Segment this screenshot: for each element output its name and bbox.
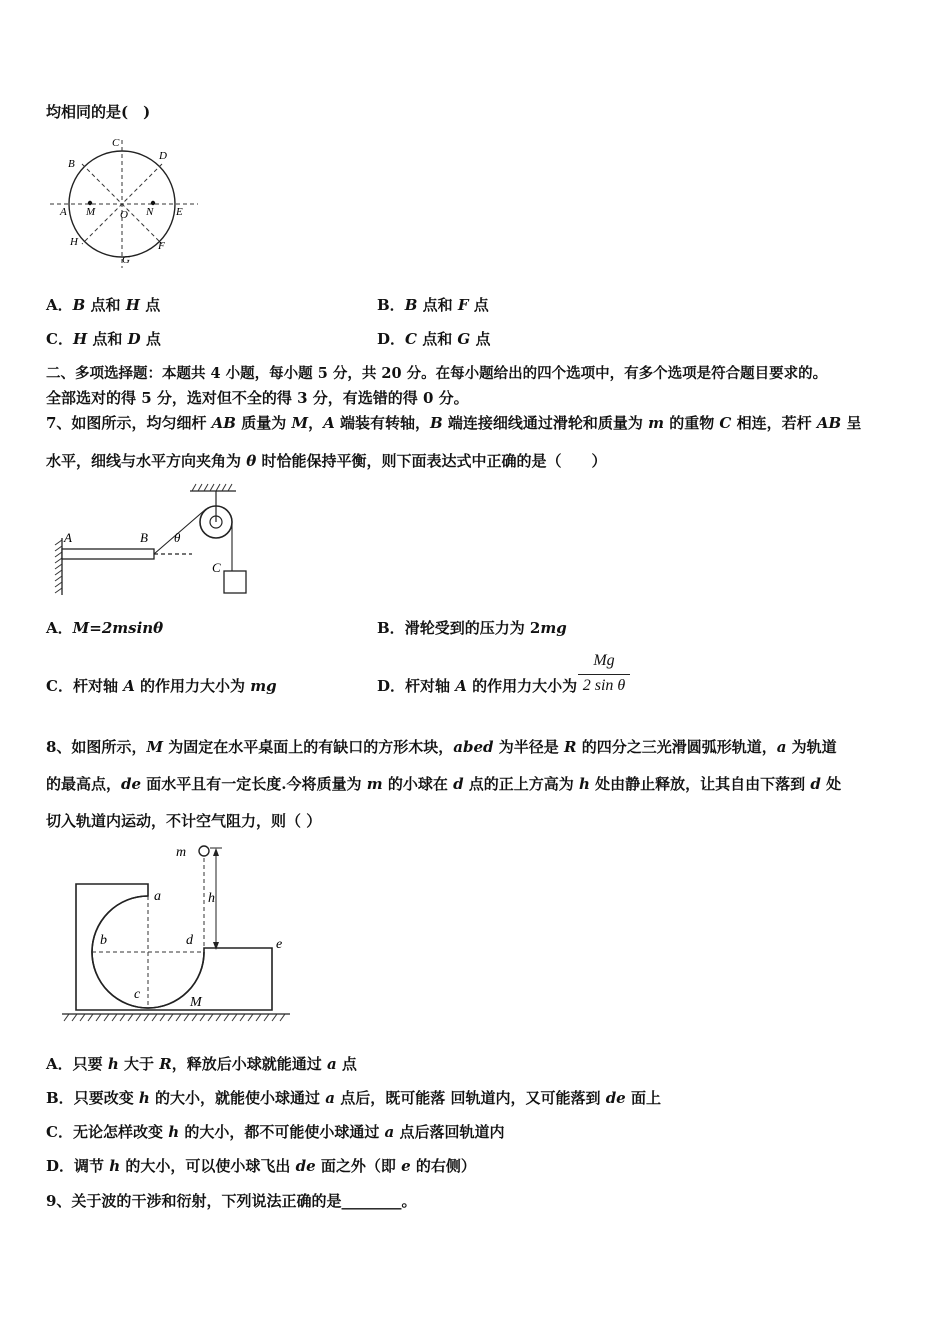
label-B: B bbox=[68, 158, 75, 170]
math-variable: M bbox=[291, 414, 309, 432]
q8-option-a[interactable] bbox=[46, 1054, 357, 1074]
section2-heading-line1: 二、多项选择题：本题共 4 小题，每小题 5 分，共 20 分。在每小题给出的四个选项中，有多个选项是符合题目要求的。 bbox=[46, 365, 828, 382]
label-B: B bbox=[140, 530, 148, 545]
math-variable: C bbox=[719, 414, 732, 432]
math-variable: e bbox=[401, 1157, 411, 1175]
label-e: e bbox=[276, 937, 283, 952]
label-C: C bbox=[212, 560, 221, 575]
text-run: 相连，若杆 bbox=[731, 414, 817, 432]
math-variable: R bbox=[159, 1055, 172, 1073]
q8-track-figure bbox=[58, 838, 298, 1028]
text-run: 的右侧） bbox=[410, 1157, 476, 1175]
text-run: 8、如图所示， bbox=[46, 738, 147, 756]
label-N: N bbox=[146, 206, 154, 218]
q9-stem: 9、关于波的干涉和衍射，下列说法正确的是________。 bbox=[46, 1192, 417, 1210]
math-variable: B bbox=[429, 414, 443, 432]
text-run: 水平，细线与水平方向夹角为 bbox=[46, 452, 247, 470]
label-c: c bbox=[134, 987, 141, 1002]
q8-stem-line1 bbox=[46, 737, 837, 757]
math-variable: de bbox=[295, 1157, 316, 1175]
label-m: m bbox=[176, 845, 187, 860]
option-key: D． bbox=[46, 1157, 75, 1175]
label-d: d bbox=[186, 933, 193, 948]
text-run: 端装有转轴， bbox=[334, 414, 430, 432]
math-variable: m bbox=[366, 775, 383, 793]
text-run: 质量为 bbox=[236, 414, 292, 432]
text-run: ，释放后小球就能通过 bbox=[171, 1055, 327, 1073]
text-run: 调节 bbox=[74, 1157, 110, 1175]
text-run: ， bbox=[308, 414, 324, 432]
text-run: 为轨道 bbox=[786, 738, 837, 756]
q8-option-b[interactable] bbox=[46, 1088, 661, 1108]
text-run: 无论怎样改变 bbox=[72, 1123, 169, 1141]
label-a: a bbox=[154, 889, 161, 904]
math-variable: a bbox=[776, 738, 787, 756]
q7-option-d-numerator: Mg bbox=[593, 652, 615, 669]
label-M: M bbox=[190, 995, 202, 1010]
text-run: 只要 bbox=[72, 1055, 108, 1073]
math-variable: h bbox=[109, 1157, 121, 1175]
label-A: A bbox=[64, 530, 72, 545]
text-run: 点 bbox=[336, 1055, 357, 1073]
math-variable: h bbox=[107, 1055, 119, 1073]
q7-stem-line2 bbox=[46, 451, 606, 471]
math-variable: M bbox=[146, 738, 164, 756]
text-run: 面水平且有一定长度.今将质量为 bbox=[141, 775, 367, 793]
text-run: 大于 bbox=[118, 1055, 160, 1073]
fraction-bar bbox=[578, 674, 630, 675]
text-run: 处 bbox=[820, 775, 842, 793]
label-F: F bbox=[158, 240, 165, 252]
q7-option-d-denominator: 2 sin θ bbox=[582, 677, 626, 694]
label-E: E bbox=[176, 206, 183, 218]
text-run: 的最高点， bbox=[46, 775, 122, 793]
q7-stem-line1 bbox=[46, 413, 861, 433]
section2-heading-line2: 全部选对的得 5 分，选对但不全的得 3 分，有选错的得 0 分。 bbox=[46, 389, 469, 407]
q6-option-a[interactable]: A．B 点和 H 点 bbox=[46, 296, 161, 314]
math-variable: a bbox=[326, 1055, 337, 1073]
text-run: 呈 bbox=[841, 414, 862, 432]
q8-stem-line2 bbox=[46, 774, 841, 794]
text-run: 点后落回轨道内 bbox=[394, 1123, 505, 1141]
math-variable: d bbox=[453, 775, 464, 793]
math-variable: A bbox=[323, 414, 335, 432]
q6-option-d[interactable]: D．C 点和 G 点 bbox=[377, 330, 491, 348]
math-variable: de bbox=[605, 1089, 626, 1107]
q7-option-c[interactable]: C．杆对轴 A 的作用力大小为 mg bbox=[46, 677, 277, 695]
q6-circle-figure bbox=[40, 132, 210, 272]
math-variable: a bbox=[325, 1089, 336, 1107]
math-variable: h bbox=[138, 1089, 150, 1107]
label-O: O bbox=[120, 209, 128, 221]
q6-stem-tail: 均相同的是( ) bbox=[46, 103, 151, 121]
option-key: A． bbox=[46, 1055, 73, 1073]
text-run: 7、如图所示，均匀细杆 bbox=[46, 414, 212, 432]
math-variable: h bbox=[168, 1123, 180, 1141]
q8-option-c[interactable] bbox=[46, 1122, 505, 1142]
q8-option-d[interactable] bbox=[46, 1156, 476, 1176]
text-run: 的四分之三光滑圆弧形轨道， bbox=[576, 738, 777, 756]
text-run: 为固定在水平桌面上的有缺口的方形木块， bbox=[163, 738, 454, 756]
math-variable: d bbox=[810, 775, 821, 793]
text-run: 点的正上方高为 bbox=[463, 775, 580, 793]
text-run: 的大小，都不可能使小球通过 bbox=[179, 1123, 385, 1141]
text-run: 面之外（即 bbox=[315, 1157, 402, 1175]
q7-option-b[interactable]: B．滑轮受到的压力为 2mg bbox=[377, 619, 567, 637]
q7-rod-pulley-figure bbox=[44, 480, 264, 600]
text-run: 只要改变 bbox=[73, 1089, 139, 1107]
text-run: 时恰能保持平衡，则下面表达式中正确的是（ ） bbox=[256, 452, 607, 470]
text-run: 处由静止释放，让其自由下落到 bbox=[589, 775, 811, 793]
math-variable: h bbox=[579, 775, 590, 793]
math-variable: m bbox=[648, 414, 664, 432]
text-run: 点后，既可能落 回轨道内，又可能落到 bbox=[335, 1089, 606, 1107]
label-G: G bbox=[122, 254, 130, 266]
math-variable: de bbox=[121, 775, 142, 793]
q7-option-a[interactable]: A．M=2msinθ bbox=[46, 619, 164, 637]
q6-option-c[interactable]: C．H 点和 D 点 bbox=[46, 330, 161, 348]
math-variable: a bbox=[384, 1123, 395, 1141]
text-run: 面上 bbox=[625, 1089, 661, 1107]
text-run: 的大小，就能使小球通过 bbox=[149, 1089, 326, 1107]
math-variable: θ bbox=[246, 452, 257, 470]
label-C: C bbox=[112, 137, 120, 149]
q6-option-b[interactable]: B．B 点和 F 点 bbox=[377, 296, 489, 314]
label-theta: θ bbox=[174, 530, 181, 545]
math-variable: AB bbox=[211, 414, 236, 432]
text-run: 端连接细线通过滑轮和质量为 bbox=[442, 414, 649, 432]
option-key: B． bbox=[46, 1089, 74, 1107]
q8-stem-line3: 切入轨道内运动，不计空气阻力，则（ ） bbox=[46, 812, 322, 830]
math-variable: R bbox=[564, 738, 577, 756]
label-H: H bbox=[70, 236, 78, 248]
text-run: 的重物 bbox=[663, 414, 720, 432]
text-run: 的小球在 bbox=[382, 775, 454, 793]
label-h: h bbox=[208, 891, 215, 906]
math-variable: abed bbox=[453, 738, 494, 756]
label-D: D bbox=[159, 150, 167, 162]
text-run: 为半径是 bbox=[493, 738, 564, 756]
text-run: 的大小，可以使小球飞出 bbox=[120, 1157, 296, 1175]
label-M: M bbox=[86, 206, 96, 218]
math-variable: AB bbox=[816, 414, 842, 432]
option-key: C． bbox=[46, 1123, 73, 1141]
label-b: b bbox=[100, 933, 107, 948]
q7-option-d[interactable]: D．杆对轴 A 的作用力大小为 bbox=[377, 677, 578, 695]
label-A: A bbox=[60, 206, 67, 218]
